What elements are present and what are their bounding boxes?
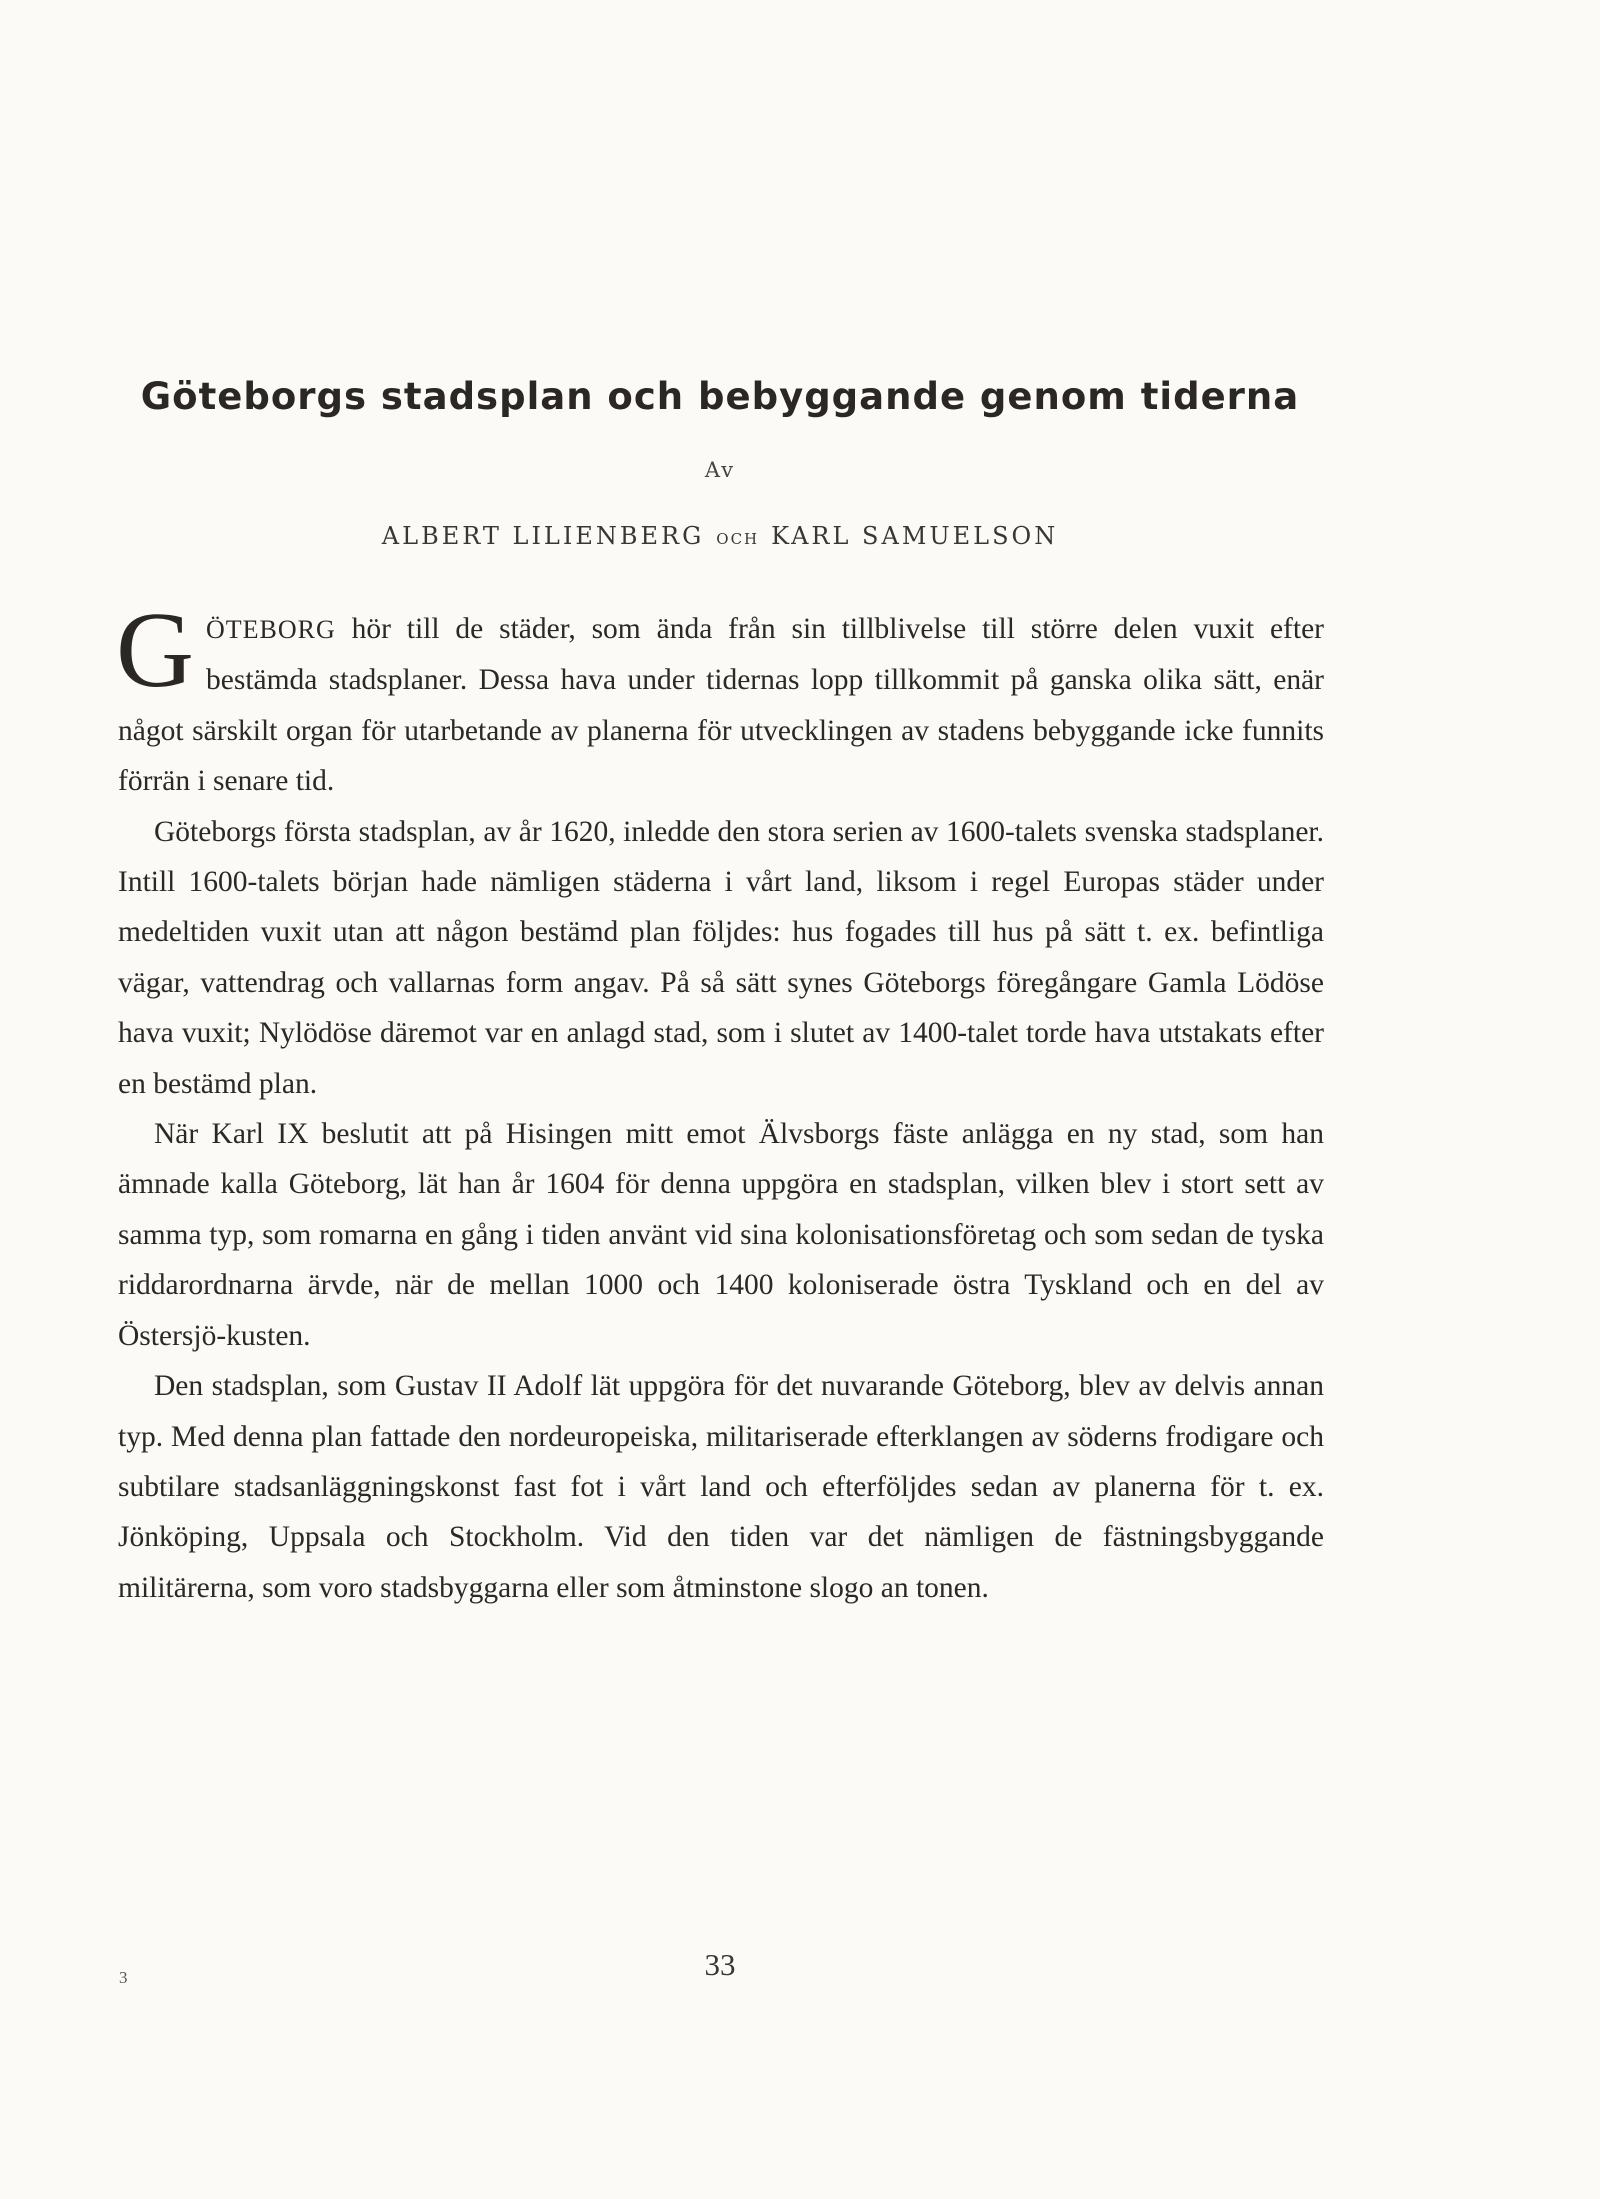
article-title: Göteborgs stadsplan och bebyggande genom tiderna <box>140 375 1300 418</box>
paragraph-2: Göteborgs första stadsplan, av år 1620, inledde den stora serien av 1600-talets svenska stadsplaner. Intill 1600-talets början hade nämligen städerna i vårt land, liksom i regel Europas städer under medeltiden vuxit utan att någon bestämd plan följdes: hus fogades till hus på sätt t. ex. befintliga vägar, vattendrag och vallarnas form angav. På så sätt synes Göteborgs föregångare Gamla Lödöse hava vuxit; Nylödöse däremot var en anlagd stad, som i slutet av 1400-talet torde hava utstakats efter en bestämd plan. <box>118 815 1324 1100</box>
drop-cap: G <box>116 591 194 710</box>
paragraph-4: Den stadsplan, som Gustav II Adolf lät uppgöra för det nuvarande Göteborg, blev av delvis annan typ. Med denna plan fattade den nordeuropeiska, militariserade efterklangen av söderns frodigare och subtilare stadsanläggningskonst fast fot i vårt land och efterföljdes sedan av planerna för t. ex. Jönköping, Uppsala och Stockholm. Vid den tiden var det nämligen de fästningsbyggande militärerna, som voro stadsbyggarna eller som åtminstone slogo an tonen. <box>118 1370 1324 1604</box>
author-2: KARL SAMUELSON <box>771 522 1059 550</box>
page-number: 33 <box>704 1947 736 1982</box>
paragraph-1-lead: ÖTEBORG <box>206 615 336 644</box>
signature-mark: 3 <box>119 1968 128 1987</box>
paragraph-3: När Karl IX beslutit att på Hisingen mitt emot Älvsborgs fäste anlägga en ny stad, som han ämnade kalla Göteborg, lät han år 1604 för denna uppgöra en stadsplan, vilken blev i stort sett av samma typ, som romarna en gång i tiden använt vid sina kolonisationsföretag och som sedan de tyska riddarordnarna ärvde, när de mellan 1000 och 1400 koloniserade östra Tyskland och en del av Östersjö-kusten. <box>118 1118 1324 1352</box>
paragraph-1-text: hör till de städer, som ända från sin tillblivelse till större delen vuxit efter bestämda stadsplaner. Dessa hava under tidernas lopp tillkommit på ganska olika sätt, enär något särskilt organ för utarbetande av planerna för utvecklingen av stadens bebyggande icke funnits förrän i senare tid. <box>118 613 1324 798</box>
author-conjunction: OCH <box>716 530 760 548</box>
byline-prefix: Av <box>704 458 736 482</box>
paragraph-1 <box>116 591 1324 807</box>
article-body <box>116 591 1324 1613</box>
author-line <box>0 522 1440 550</box>
author-1: ALBERT LILIENBERG <box>381 522 705 550</box>
